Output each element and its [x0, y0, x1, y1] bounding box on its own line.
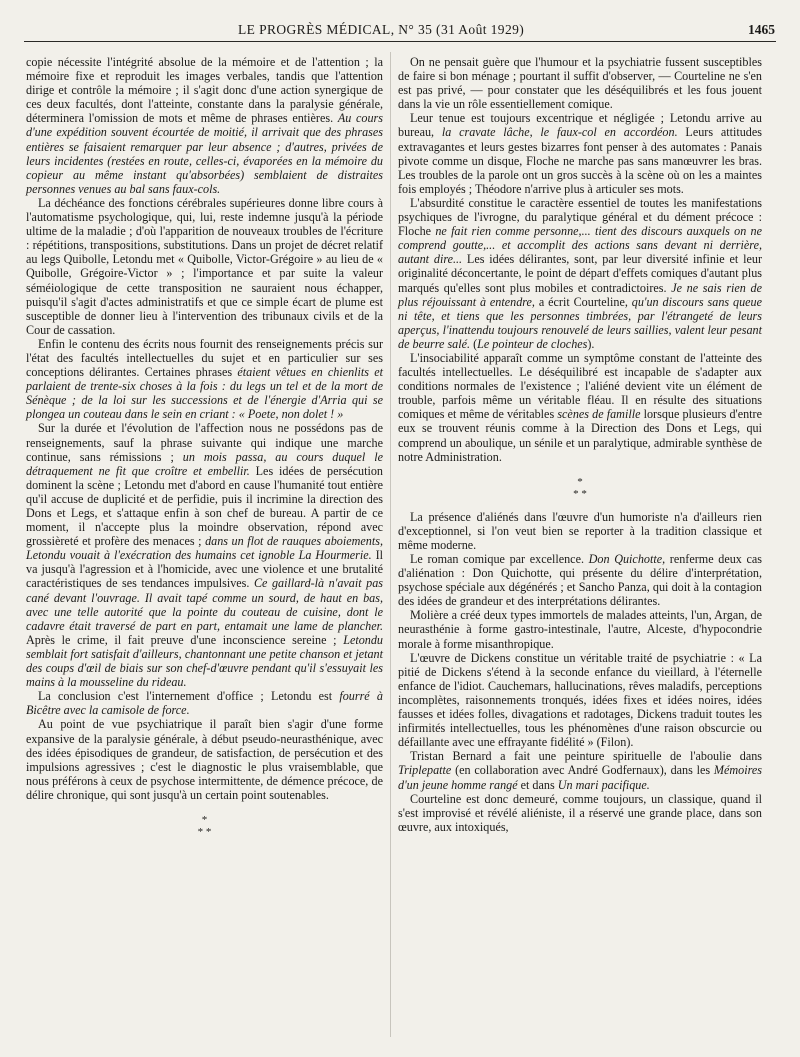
paragraph: Tristan Bernard a fait une peinture spirituelle de l'aboulie dans Triplepatte (en collaboration avec André Godfernaux), dans les Mémoires d'un jeune homme rangé et dans Un mari pacifique. [398, 749, 762, 792]
paragraph: L'absurdité constitue le caractère essentiel de toutes les manifestations psychiques de l'ivrogne, du paralytique général et du dément précoce : Floche ne fait rien comme personne,... tient des discours auxquels on ne comprend goutte,... et accomplit des actions sans devant ni derrière, autant dire... Les idées délirantes, sont, par leur diversité infinie et leur originalité déconcertante, le point de départ d'effets comiques d'autant plus marqués qu'elles sont plus mobiles et contradictoires. Je ne sais rien de plus réjouissant à entendre, a écrit Courteline, qu'un discours sans queue ni tête, et tiens que les personnes timbrées, par l'étrangeté de leurs aperçus, l'inattendu toujours renouvelé de leurs saillies, valent leur pesant de beurre salé. (Le pointeur de cloches). [398, 195, 762, 351]
paragraph: Sur la durée et l'évolution de l'affection nous ne possédons pas de renseignements, sauf la phrase suivante qui indique une marche continue, sans rémissions ; un mois passa, au cours duquel le détraquement ne fit que croître et embellir. Les idées de persécution dominent la scène ; Letondu met d'abord en cause l'humanité tout entière qu'il accuse de duplicité et de perfidie, puis il incrimine la direction des Dons et Legs, et s'attaque enfin à son chef de bureau. A partir de ce moment, il n'accepte plus la moindre observation, répond avec grossièreté et profère des menaces ; dans un flot de rauques aboiements, Letondu vouait à l'exécration des humains cet ignoble La Hourmerie. Il va jusqu'à l'agression et à l'homicide, avec une violence et une brutalité caractéristiques de ses tendances impulsives. Ce gaillard-là n'avait pas cané devant l'ouvrage. Il avait tapé comme un sourd, de haut en bas, avec une telle autorité que la pointe du couteau de cuisine, dont le cadavre était traversé de part en part, entamait une lame de plancher. Après le crime, il fait preuve d'une inconscience sereine ; Letondu semblait fort satisfait d'ailleurs, chantonnant une petite chanson et jetant des coups d'œil de biais sur son chef-d'œuvre pendant qu'il s'essuyait les mains à la mousseline du rideau. [26, 421, 384, 690]
paragraph: La déchéance des fonctions cérébrales supérieures donne libre cours à l'automatisme psychologique, qui, lui, reste indemne jusqu'à la période ultime de la maladie ; d'où l'apparition de nouveaux troubles de l'écriture : répétitions, transpositions, substitutions. Dans un projet de décret relatif au legs Quibolle, Letondu met « Quibolle, Victor-Grégoire » au lieu de « Quibolle, Grégoire-Victor » ; l'importance et par suite la valeur séméiologique de cette transposition ne sauraient nous échapper, puisqu'il s'agit d'actes administratifs et que ce simple écart de plume est susceptible de donner lieu à l'intervention des tribunaux civils et de la Cour de cassation. [26, 195, 383, 337]
paragraph: Le roman comique par excellence. Don Quichotte, renferme deux cas d'aliénation : Don Quichotte, qui présente du délire d'interprétation, psychose spéciale aux dégénérés ; et Sancho Panza, qui doit à la contagion des idées de grandeur et des interprétations délirantes. [398, 552, 763, 609]
page-number: 1465 [748, 22, 775, 37]
right-column [398, 55, 762, 834]
paragraph: Enfin le contenu des écrits nous fournit des renseignements précis sur l'état des facultés intellectuelles du sujet et en particulier sur ses conceptions délirantes. Certaines phrases étaient vêtues en chienlits et parlaient de trente-six choses à la fois : du legs un tel et de la mort de Sénèque ; de la loi sur les successions et de l'énergie d'Arria qui se plongea un couteau dans le sein en criant : « Poete, non dolet ! » [26, 336, 383, 422]
section-separator: * * * [573, 475, 587, 500]
header-rule [24, 41, 776, 42]
paragraph: L'insociabilité apparaît comme un symptôme constant de l'atteinte des facultés intellectuelles. Le déséquilibré est incapable de s'adapter aux conditions normales de l'existence ; l'aliéné devient vite un élément de trouble, parfois même un véritable fléau. Il en résulte des situations comiques et même de véritables scènes de famille lorsque plusieurs d'entre eux se trouvent réunis comme à la Direction des Dons et Legs, qui comprend un aboulique, un sénile et un paralytique, admirable synthèse de notre Administration. [398, 350, 762, 464]
paragraph: Au point de vue psychiatrique il paraît bien s'agir d'une forme expansive de la paralysie générale, à début pseudo-neurasthénique, avec des idées épisodiques de grandeur, de satisfaction, de persécution et des impulsions agressives ; c'est le diagnostic le plus vraisemblable, que nous préférons à ceux de psychose intermittente, de démence précoce, de délire chronique, qui sont jusqu'à un certain point soutenables. [26, 717, 383, 802]
column-divider [390, 52, 391, 1037]
running-header [0, 22, 800, 42]
paragraph: Leur tenue est toujours excentrique et négligée ; Letondu arrive au bureau, la cravate lâche, le faux-col en accordéon. Leurs attitudes extravagantes et leurs gestes bizarres font penser à des automates : Panais pivote comme un disque, Floche ne marche pas sans manœuvrer les bras. Les troubles de la parole ont un gros succès à la scène où on les a maintes fois employés ; Théodore n'arrive plus à articuler ses mots. [398, 111, 762, 196]
paragraph: La présence d'aliénés dans l'œuvre d'un humoriste n'a d'ailleurs rien d'exceptionnel, si l'on veut bien se reporter à la tradition classique et même moderne. [398, 509, 762, 552]
paragraph: Courteline est donc demeuré, comme toujours, un classique, quand il s'est improvisé et révélé aliéniste, il a réservé une grande place, dans son œuvre, aux intoxiqués, [398, 791, 762, 834]
paragraph: La conclusion c'est l'internement d'office ; Letondu est fourré à Bicêtre avec la camisole de force. [26, 689, 383, 718]
paragraph: copie nécessite l'intégrité absolue de la mémoire et de l'attention ; la mémoire fixe et reproduit les images verbales, tandis que l'attention dirige et contrôle la mémoire ; il s'agit donc d'une action synergique de ces deux facultés, dont l'atteinte, constante dans la paralysie générale, déterminera l'omission de mots et même de phrases entières. Au cours d'une expédition souvent écourtée de moitié, il arrivait que des phrases entières se faisaient remarquer par leur absence ; d'autres, privées de leurs incidentes (restées en route, celles-ci, évaporées en la mémoire du copieur au même instant qu'absorbées) semblaient de distraites personnes venues au bal sans faux-cols. [26, 55, 383, 196]
section-separator: * * * [197, 813, 212, 838]
journal-title: LE PROGRÈS MÉDICAL, N° 35 (31 Août 1929) [238, 22, 525, 37]
paragraph: On ne pensait guère que l'humour et la psychiatrie fussent susceptibles de faire si bon ménage ; pourtant il suffit d'observer, — Courteline ne s'en est pas privé, — pour constater que les déséquilibrés et les fous jouent dans la vie un rôle essentiellement comique. [398, 55, 762, 112]
left-column [26, 55, 383, 838]
paragraph: Molière a créé deux types immortels de malades atteints, l'un, Argan, de neurasthénie à forme gastro-intestinale, l'autre, Alceste, d'hypocondrie morale à forme misanthropique. [398, 608, 762, 651]
paragraph: L'œuvre de Dickens constitue un véritable traité de psychiatrie : « La pitié de Dickens s'étend à la seconde enfance du vieillard, à l'éternelle enfance de l'idiot. Cauchemars, hallucinations, rêves maladifs, perceptions incomplètes, raisonnements tronqués, idées fixes et idées noires, idées fausses et idées folles, divagations et radotages, Dickens traduit toutes les infirmités intellectuelles, tous les phénomènes d'une raison obscurcie ou défaillante avec une effrayante fidélité » (Filon). [398, 650, 762, 750]
